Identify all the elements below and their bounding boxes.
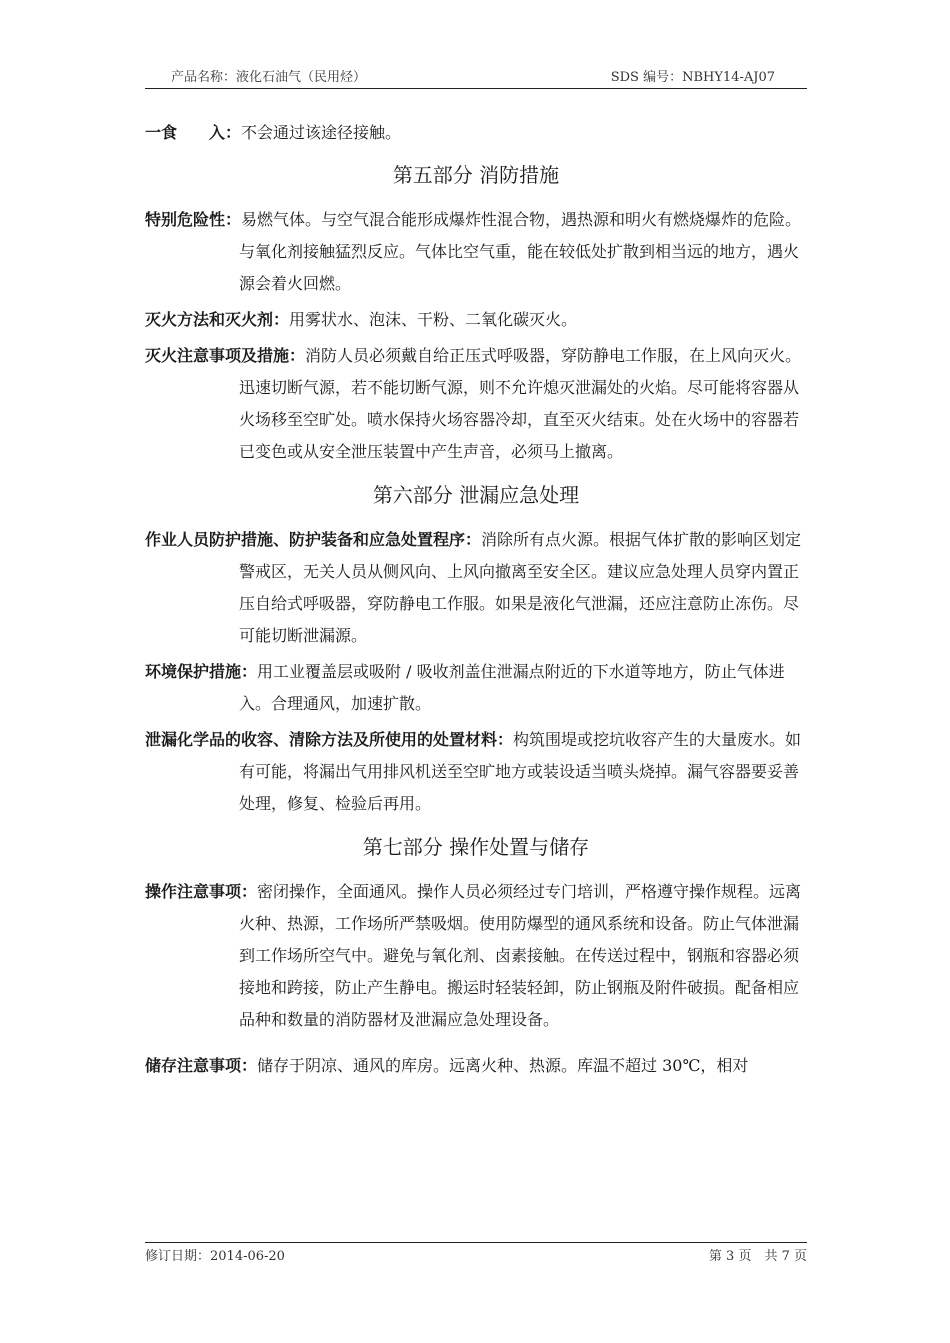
paragraph-label: 操作注意事项：: [145, 882, 258, 901]
paragraph: [145, 304, 807, 336]
paragraph-text: 密闭操作，全面通风。操作人员必须经过专门培训，严格遵守操作规程。远离火种、热源，工作场所严禁吸烟。使用防爆型的通风系统和设备。防止气体泄漏到工作场所空气中。避免与氧化剂、卤素接触。在传送过程中，钢瓶和容器必须接地和跨接，防止产生静电。搬运时轻装轻卸，防止钢瓶及附件破损。配备相应品种和数量的消防器材及泄漏应急处理设备。: [239, 882, 802, 1029]
paragraph-text: 用雾状水、泡沫、干粉、二氧化碳灭火。: [289, 310, 578, 329]
paragraph: [145, 204, 807, 300]
paragraph-label: 作业人员防护措施、防护装备和应急处置程序：: [145, 530, 482, 549]
paragraph: [145, 524, 807, 652]
page-header: [145, 62, 807, 89]
paragraph-text: 储存于阴凉、通风的库房。远离火种、热源。库温不超过 30℃，相对: [257, 1056, 749, 1075]
paragraph-label: 泄漏化学品的收容、清除方法及所使用的处置材料：: [145, 730, 514, 749]
paragraph-label: 灭火注意事项及措施：: [145, 346, 306, 365]
section-title-7: 第七部分 操作处置与储存: [362, 835, 590, 859]
ingestion-line: [145, 118, 807, 148]
paragraph-text: 构筑围堤或挖坑收容产生的大量废水。如有可能，将漏出气用排风机送至空旷地方或装设适当喷头烧掉。漏气容器要妥善处理，修复、检验后再用。: [239, 730, 802, 813]
paragraph-text: 消除所有点火源。根据气体扩散的影响区划定警戒区，无关人员从侧风向、上风向撤离至安全区。建议应急处理人员穿内置正压自给式呼吸器，穿防静电工作服。如果是液化气泄漏，还应注意防止冻伤。尽可能切断泄漏源。: [239, 530, 802, 645]
ingestion-label: 一食 入：: [145, 123, 242, 142]
sds-number: SDS 编号：NBHY14-AJ07: [610, 70, 775, 85]
paragraph: [145, 1050, 807, 1082]
paragraph: [145, 656, 807, 720]
paragraph: [145, 724, 807, 820]
paragraph: [145, 340, 807, 468]
page-footer: [145, 1242, 807, 1264]
paragraph-text: 消防人员必须戴自给正压式呼吸器，穿防静电工作服，在上风向灭火。迅速切断气源，若不能切断气源，则不允许熄灭泄漏处的火焰。尽可能将容器从火场移至空旷处。喷水保持火场容器冷却，直至灭火结束。处在火场中的容器若已变色或从安全泄压装置中产生声音，必须马上撤离。: [239, 346, 802, 461]
paragraph-text: 用工业覆盖层或吸附 / 吸收剂盖住泄漏点附近的下水道等地方，防止气体进入。合理通风，加速扩散。: [239, 662, 785, 713]
document-body: [145, 118, 807, 1086]
revision-date: 修订日期：2014-06-20: [145, 1249, 285, 1264]
paragraph-label: 灭火方法和灭火剂：: [145, 310, 290, 329]
ingestion-text: 不会通过该途径接触。: [241, 123, 402, 142]
paragraph-text: 易燃气体。与空气混合能形成爆炸性混合物，遇热源和明火有燃烧爆炸的危险。与氧化剂接触猛烈反应。气体比空气重，能在较低处扩散到相当远的地方，遇火源会着火回燃。: [239, 210, 802, 293]
section-title-5: 第五部分 消防措施: [392, 163, 560, 187]
paragraph: [145, 876, 807, 1036]
product-name: 产品名称：液化石油气（民用烃）: [171, 70, 367, 85]
paragraph-label: 储存注意事项：: [145, 1056, 258, 1075]
section-title-6: 第六部分 泄漏应急处理: [372, 483, 580, 507]
page-number: 第 3 页 共 7 页: [708, 1249, 807, 1264]
paragraph-label: 特别危险性：: [145, 210, 242, 229]
paragraph-label: 环境保护措施：: [145, 662, 258, 681]
